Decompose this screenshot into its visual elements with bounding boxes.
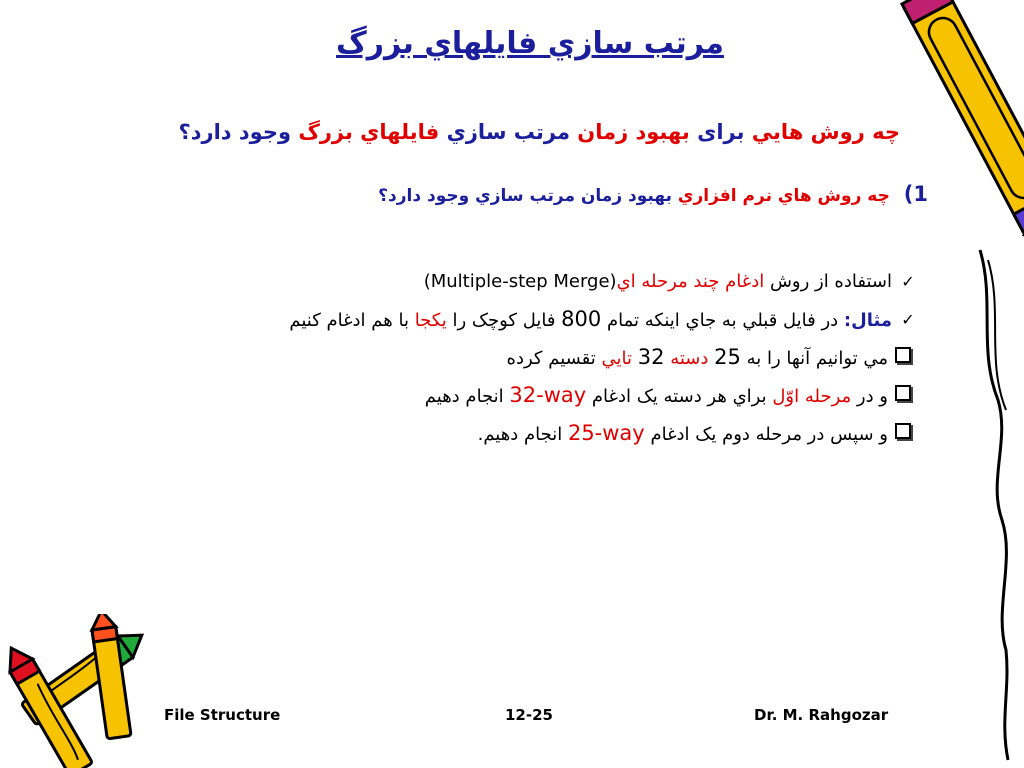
list-item [289, 338, 924, 376]
sub-question [378, 182, 928, 206]
list-item [289, 376, 924, 414]
check-icon: ✓ [901, 309, 915, 329]
check-icon: ✓ [901, 271, 915, 291]
subbullet-1-text-4: 32 [637, 345, 665, 369]
subbullet-2-text-2: مرحله اوّل [772, 386, 852, 407]
subbullet-1-text-5: تايي [601, 348, 638, 369]
subbullet-2-text-4: 32-way [509, 383, 587, 407]
question-part-6: وجود دارد؟ [178, 120, 292, 144]
subbullet-2-text-1: و در [851, 386, 888, 407]
subbullet-1-text-2: 25 [714, 345, 741, 369]
list-item [289, 262, 924, 300]
subbullet-text [425, 383, 888, 407]
question-part-4: مرتب سازي [446, 120, 570, 144]
subbullet-1-text-6: تقسيم کرده [506, 348, 602, 369]
footer-left: File Structure [164, 706, 281, 724]
question-part-5: فايلهاي بزرگ [298, 120, 440, 144]
bullet-2-text-6: با هم ادغام کنيم [289, 310, 415, 331]
list-item [289, 300, 924, 338]
bullet-2-text-2: در فايل قبلي به جاي اينکه تمام [601, 310, 844, 331]
question-part-1: چه روش هايي [751, 120, 900, 144]
main-question [179, 120, 900, 144]
question-part-2: برای [697, 120, 745, 144]
bullet-text [289, 307, 892, 331]
bullet-1-text-3: (Multiple-step Merge) [417, 270, 617, 292]
subbullet-3-text-1: و سپس در مرحله دوم يک ادغام [644, 424, 888, 445]
subbullet-2-text-5: انجام دهيم [424, 386, 510, 407]
subbullet-text [478, 421, 888, 445]
subbullet-text [507, 345, 888, 369]
bullet-list [289, 262, 924, 452]
subbullet-3-text-2: 25-way [567, 421, 645, 445]
subbullet-3-text-3: انجام دهيم. [477, 424, 568, 445]
bullet-1-text-1: استفاده از روش [764, 270, 892, 292]
subbullet-2-text-3: براي هر دسته يک ادغام [586, 386, 773, 407]
bullet-2-text-4: فايل کوچک را [446, 310, 562, 331]
subbullet-1-text-3: دسته [664, 348, 715, 369]
bullet-text [418, 271, 892, 292]
crayons-icon [0, 614, 210, 768]
sub-question-number: 1) [903, 182, 928, 206]
subbullet-1-text-1: مي توانيم آنها را به [740, 348, 888, 369]
bullet-2-text-5: يکجا [414, 310, 447, 331]
sub-question-part-2: بهبود زمان مرتب سازي وجود دارد؟ [378, 186, 672, 206]
list-item [289, 414, 924, 452]
question-part-3: بهبود زمان [577, 120, 690, 144]
bullet-2-text-3: 800 [561, 307, 602, 331]
pencil-icon [860, 0, 1024, 768]
bullet-2-text-1: مثال: [843, 310, 892, 331]
bullet-1-text-2: ادغام چند مرحله اي [616, 270, 765, 292]
footer-right: Dr. M. Rahgozar [754, 706, 889, 724]
page-title: مرتب سازي فايلهاي بزرگ [335, 26, 725, 61]
sub-question-part-1: چه روش هاي نرم افزاري [677, 186, 890, 206]
footer-center: 12-25 [505, 706, 553, 724]
